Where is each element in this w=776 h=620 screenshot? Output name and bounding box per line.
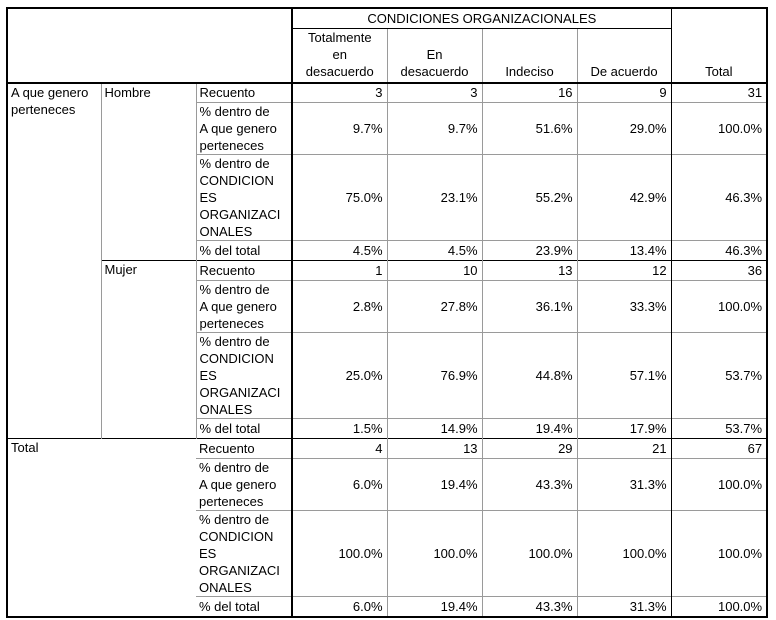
stat-label-pct_col <box>196 155 292 241</box>
header-col-2 <box>482 28 577 83</box>
stat-label-line: perteneces <box>199 494 264 509</box>
stat-label-pct_row <box>196 281 292 333</box>
value-cell: 27.8% <box>387 281 482 333</box>
stat-label-line: Recuento <box>199 263 256 278</box>
value-cell: 6.0% <box>292 597 387 617</box>
header-col-line: En <box>426 46 443 62</box>
value-cell: 44.8% <box>482 333 577 419</box>
value-cell: 67 <box>671 439 767 459</box>
value-cell: 57.1% <box>577 333 671 419</box>
header-total <box>671 8 767 83</box>
stat-label-line: A que genero <box>199 477 277 492</box>
stat-label-pct_row <box>196 103 292 155</box>
stat-label-line: ORGANIZACI <box>199 207 281 222</box>
value-cell: 4.5% <box>292 241 387 261</box>
header-col-line: De acuerdo <box>590 63 658 79</box>
header-col-line: Totalmente <box>307 29 372 45</box>
stat-label-count <box>196 439 292 459</box>
value-cell: 51.6% <box>482 103 577 155</box>
header-col-line: Indeciso <box>505 63 554 79</box>
header-group-title-text: CONDICIONES ORGANIZACIONALES <box>367 10 597 26</box>
stat-label-line: CONDICION <box>199 351 274 366</box>
header-group-title <box>292 8 671 28</box>
value-cell: 3 <box>292 83 387 103</box>
value-cell: 6.0% <box>292 459 387 511</box>
value-cell: 31.3% <box>577 459 671 511</box>
value-cell: 29 <box>482 439 577 459</box>
value-cell: 13.4% <box>577 241 671 261</box>
stat-label-count <box>196 261 292 281</box>
total-label-text: Total <box>11 440 39 455</box>
value-cell: 4.5% <box>387 241 482 261</box>
group-label-text: Hombre <box>104 84 151 100</box>
stat-label-line: ONALES <box>199 580 252 595</box>
stat-label-line: Recuento <box>199 85 256 101</box>
stat-label-line: % dentro de <box>199 104 270 119</box>
value-cell: 3 <box>387 83 482 103</box>
stat-label-line: % dentro de <box>199 512 270 527</box>
value-cell: 9.7% <box>292 103 387 155</box>
value-cell: 76.9% <box>387 333 482 419</box>
header-col-line: en <box>332 46 348 62</box>
value-cell: 53.7% <box>671 333 767 419</box>
value-cell: 9 <box>577 83 671 103</box>
header-total-text: Total <box>705 63 733 79</box>
stat-label-line: % dentro de <box>199 334 270 349</box>
value-cell: 55.2% <box>482 155 577 241</box>
value-cell: 4 <box>292 439 387 459</box>
group-label <box>101 83 196 261</box>
stat-label-line: ES <box>199 546 217 561</box>
value-cell: 16 <box>482 83 577 103</box>
total-label <box>7 439 196 617</box>
value-cell: 25.0% <box>292 333 387 419</box>
stat-label-line: A que genero <box>199 121 277 136</box>
value-cell: 100.0% <box>387 511 482 597</box>
value-cell: 2.8% <box>292 281 387 333</box>
value-cell: 100.0% <box>292 511 387 597</box>
value-cell: 100.0% <box>482 511 577 597</box>
value-cell: 19.4% <box>482 419 577 439</box>
stat-label-line: % del total <box>199 421 261 436</box>
row-variable-label <box>7 83 101 439</box>
row-variable-line: perteneces <box>11 101 76 117</box>
value-cell: 1 <box>292 261 387 281</box>
group-label-text: Mujer <box>104 262 138 277</box>
stat-label-pct_col <box>196 333 292 419</box>
value-cell: 43.3% <box>482 459 577 511</box>
stat-label-line: ONALES <box>199 402 253 417</box>
value-cell: 23.9% <box>482 241 577 261</box>
value-cell: 100.0% <box>671 103 767 155</box>
stat-label-line: A que genero <box>199 299 277 314</box>
stat-label-line: CONDICION <box>199 173 274 188</box>
value-cell: 33.3% <box>577 281 671 333</box>
value-cell: 21 <box>577 439 671 459</box>
value-cell: 42.9% <box>577 155 671 241</box>
value-cell: 1.5% <box>292 419 387 439</box>
stat-label-line: % dentro de <box>199 156 270 171</box>
stat-label-line: ORGANIZACI <box>199 563 280 578</box>
stat-label-line: ORGANIZACI <box>199 385 281 400</box>
value-cell: 46.3% <box>671 155 767 241</box>
value-cell: 100.0% <box>671 281 767 333</box>
value-cell: 19.4% <box>387 459 482 511</box>
value-cell: 43.3% <box>482 597 577 617</box>
value-cell: 14.9% <box>387 419 482 439</box>
value-cell: 17.9% <box>577 419 671 439</box>
group-label <box>101 261 196 439</box>
corner-cell <box>7 8 292 83</box>
value-cell: 53.7% <box>671 419 767 439</box>
stat-label-line: Recuento <box>199 441 255 456</box>
stat-label-count <box>196 83 292 103</box>
value-cell: 31.3% <box>577 597 671 617</box>
stat-label-pct_row <box>196 459 292 511</box>
value-cell: 29.0% <box>577 103 671 155</box>
value-cell: 13 <box>482 261 577 281</box>
header-col-line: desacuerdo <box>400 63 469 79</box>
stat-label-line: % dentro de <box>199 282 270 297</box>
header-col-1 <box>387 28 482 83</box>
value-cell: 36.1% <box>482 281 577 333</box>
value-cell: 31 <box>671 83 767 103</box>
value-cell: 19.4% <box>387 597 482 617</box>
stat-label-pct_total <box>196 597 292 617</box>
header-col-0 <box>292 28 387 83</box>
value-cell: 100.0% <box>671 459 767 511</box>
value-cell: 10 <box>387 261 482 281</box>
header-col-3 <box>577 28 671 83</box>
stat-label-line: % del total <box>199 598 260 614</box>
value-cell: 100.0% <box>671 597 767 617</box>
value-cell: 36 <box>671 261 767 281</box>
value-cell: 9.7% <box>387 103 482 155</box>
stat-label-line: ES <box>199 368 217 383</box>
stat-label-line: perteneces <box>199 316 264 331</box>
stat-label-line: ES <box>199 190 217 205</box>
value-cell: 100.0% <box>671 511 767 597</box>
value-cell: 46.3% <box>671 241 767 261</box>
stat-label-line: % dentro de <box>199 460 270 475</box>
stat-label-line: % del total <box>199 243 261 258</box>
stat-label-line: ONALES <box>199 224 253 239</box>
value-cell: 23.1% <box>387 155 482 241</box>
value-cell: 12 <box>577 261 671 281</box>
stat-label-pct_total <box>196 419 292 439</box>
header-col-line: desacuerdo <box>305 63 374 79</box>
value-cell: 100.0% <box>577 511 671 597</box>
stat-label-line: CONDICION <box>199 529 274 544</box>
stat-label-pct_col <box>196 511 292 597</box>
stat-label-line: perteneces <box>199 138 264 153</box>
row-variable-line: A que genero <box>11 84 89 100</box>
value-cell: 13 <box>387 439 482 459</box>
crosstab-table <box>6 7 768 618</box>
stat-label-pct_total <box>196 241 292 261</box>
value-cell: 75.0% <box>292 155 387 241</box>
